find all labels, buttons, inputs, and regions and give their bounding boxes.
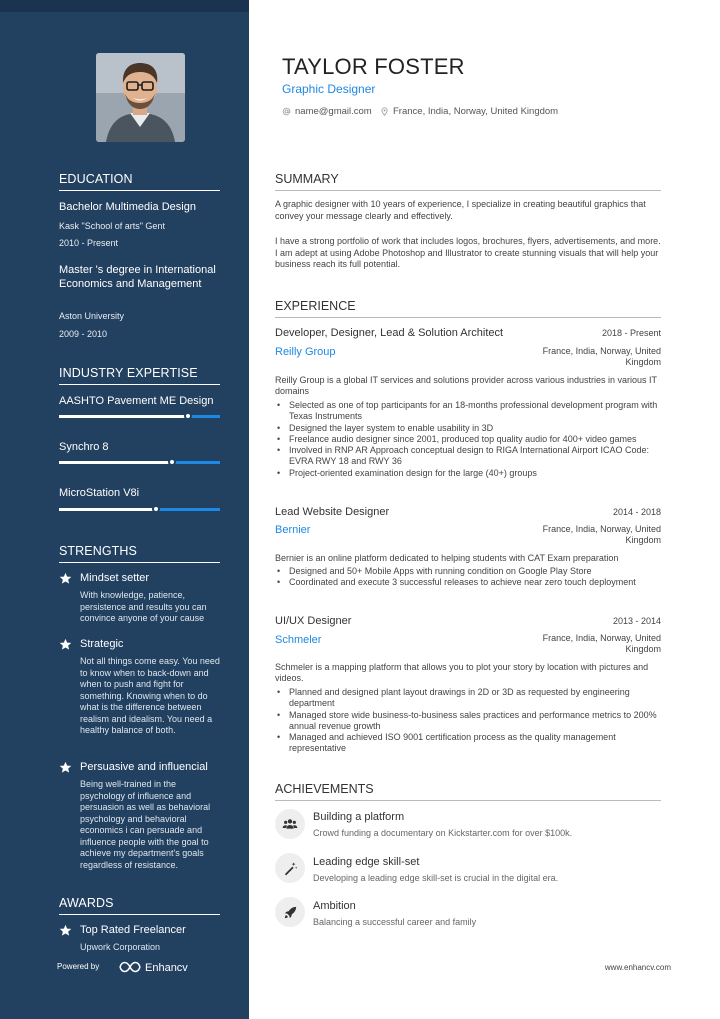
skill-bar-knob (152, 505, 160, 513)
email-text: name@gmail.com (295, 106, 372, 117)
contact-email[interactable] (282, 106, 372, 117)
sidebar (0, 0, 249, 1019)
job-bullet: • Coordinated and execute 3 successful releases to achieve near zero touch deployment (275, 577, 665, 588)
skill-bar (59, 508, 220, 511)
education-degree: Master 's degree in International Economics and Management (59, 264, 216, 290)
strengths-heading: STRENGTHS (59, 544, 220, 563)
achievement-desc: Developing a leading edge skill-set is crucial in the digital era. (313, 873, 559, 883)
awards-heading: AWARDS (59, 896, 220, 915)
achievement-icon-badge (275, 897, 305, 927)
star-icon (59, 924, 72, 937)
powered-by-label: Powered by (57, 962, 100, 971)
job-bullet: • Planned and designed plant layout drawings in 2D or 3D as requested by engineering department (275, 687, 665, 710)
sidebar-top-strip (0, 0, 249, 12)
at-icon (282, 107, 291, 116)
job-bullet: • Freelance audio designer since 2001, produced top quality audio for 400+ video games (275, 434, 665, 445)
job-dates: 2013 - 2014 (612, 616, 661, 626)
job-title: UI/UX Designer (275, 615, 352, 627)
job-bullet: • Managed store wide business-to-business sales practices and performance metrics to 200% annual revenue growth (275, 710, 665, 733)
strength-title: Persuasive and influencial (80, 761, 208, 773)
summary-paragraph: I have a strong portfolio of work that includes logos, brochures, flyers, advertisements, and more. I am adept at using Adobe Photoshop and Illustrator to create stunning visuals that will help your business reach its full potential. (275, 236, 661, 269)
profile-photo (96, 53, 185, 142)
expertise-heading: INDUSTRY EXPERTISE (59, 366, 220, 385)
strength-title: Mindset setter (80, 572, 150, 584)
job-bullet: • Designed the layer system to enable usability in 3D (275, 423, 665, 434)
brand-name: Enhancv (145, 962, 188, 974)
education-dates: 2010 - Present (59, 238, 119, 248)
enhancv-logo[interactable] (118, 959, 198, 975)
skill-name: Synchro 8 (59, 441, 109, 453)
candidate-role: Graphic Designer (282, 82, 376, 96)
education-dates: 2009 - 2010 (59, 329, 108, 339)
job-bullet: • Designed and 50+ Mobile Apps with running condition on Google Play Store (275, 566, 665, 577)
job-bullet: • Involved in RNP AR Approach conceptual design to RIGA International Airport ICAO Code: EVRA RWY 18 and RWY 36 (275, 445, 665, 468)
magic-wand-icon (283, 861, 298, 876)
skill-bar (59, 415, 220, 418)
location-pin-icon (380, 107, 389, 116)
summary-paragraph: A graphic designer with 10 years of experience, I specialize in creating beautiful graphics that convey your message clearly and effectively. (275, 199, 646, 221)
skill-bar-fill (59, 508, 156, 511)
job-company[interactable]: Schmeler (275, 634, 322, 646)
job-description: Bernier is an online platform dedicated to helping students with CAT Exam preparation (275, 553, 619, 563)
summary-heading: SUMMARY (275, 172, 661, 191)
job-location: France, India, Norway, United Kingdom (542, 524, 661, 545)
rocket-icon (283, 905, 298, 920)
skill-bar-knob (168, 458, 176, 466)
strength-desc: With knowledge, patience, persistence and results you can convince anyone of your cause (80, 590, 207, 623)
job-location: France, India, Norway, United Kingdom (542, 633, 661, 654)
achievement-desc: Crowd funding a documentary on Kickstarter.com for over $100k. (313, 828, 573, 838)
job-bullets (275, 687, 665, 755)
skill-bar-knob (184, 412, 192, 420)
job-dates: 2018 - Present (601, 328, 661, 338)
education-degree: Bachelor Multimedia Design (59, 201, 196, 213)
skill-name: MicroStation V8i (59, 487, 140, 499)
location-text: France, India, Norway, United Kingdom (393, 106, 559, 117)
education-heading: EDUCATION (59, 172, 220, 191)
job-bullets (275, 566, 665, 589)
job-dates: 2014 - 2018 (612, 507, 661, 517)
strength-desc: Not all things come easy. You need to know when to back-down and when to push and fight for something. Knowing when to do what is the difference between realism and idealism. You need a healthy balance of both. (80, 656, 220, 735)
achievements-heading: ACHIEVEMENTS (275, 782, 661, 801)
achievement-icon-badge (275, 809, 305, 839)
strength-title: Strategic (80, 638, 124, 650)
achievement-desc: Balancing a successful career and family (313, 917, 477, 927)
strength-desc: Being well-trained in the psychology of influence and persuasion as well as behavioral psychology and behavioral economics i can persuade and influence people with the goal to achieve my department's goals regardless of resistance. (80, 779, 211, 870)
skill-bar-fill (59, 415, 188, 418)
job-company[interactable]: Bernier (275, 524, 311, 536)
job-title: Lead Website Designer (275, 506, 390, 518)
star-icon (59, 572, 72, 585)
job-company[interactable]: Reilly Group (275, 346, 336, 358)
skill-name: AASHTO Pavement ME Design (59, 395, 214, 407)
contact-location (380, 106, 558, 117)
experience-heading: EXPERIENCE (275, 299, 661, 318)
star-icon (59, 638, 72, 651)
job-title: Developer, Designer, Lead & Solution Architect (275, 327, 504, 339)
job-bullets (275, 400, 665, 479)
skill-bar-fill (59, 461, 172, 464)
job-bullet: • Project-oriented examination design for the large (40+) groups (275, 468, 665, 479)
job-bullet: • Selected as one of top participants for an 18-months professional development program with Texas Instruments (275, 400, 665, 423)
achievement-title: Ambition (313, 900, 356, 912)
star-icon (59, 761, 72, 774)
job-location: France, India, Norway, United Kingdom (542, 346, 661, 367)
job-description: Reilly Group is a global IT services and solutions provider across various industries in various IT domains (275, 375, 657, 396)
award-org: Upwork Corporation (80, 942, 161, 952)
education-school: Kask "School of arts" Gent (59, 221, 165, 231)
candidate-name: TAYLOR FOSTER (282, 54, 465, 79)
achievement-title: Building a platform (313, 811, 405, 823)
achievement-icon-badge (275, 853, 305, 883)
skill-bar (59, 461, 220, 464)
achievement-title: Leading edge skill-set (313, 856, 420, 868)
job-description: Schmeler is a mapping platform that allows you to plot your story by location with pictures and videos. (275, 662, 649, 683)
people-icon (282, 816, 298, 832)
education-school: Aston University (59, 311, 125, 321)
award-title: Top Rated Freelancer (80, 924, 186, 936)
job-bullet: • Managed and achieved ISO 9001 certification process as the quality management representative (275, 732, 665, 755)
footer-website[interactable]: www.enhancv.com (604, 963, 671, 972)
